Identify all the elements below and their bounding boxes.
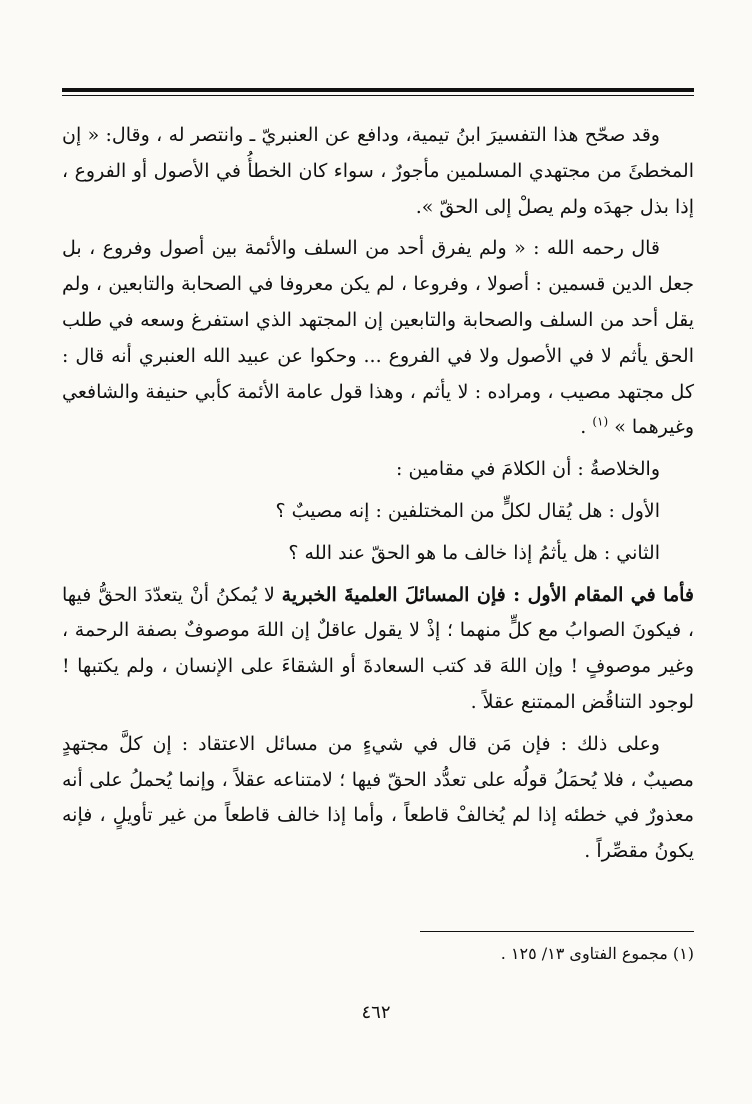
paragraph-6-heading: فأما في المقام الأول : فإن المسائلَ العلميةَ الخبرية [281,583,694,606]
footnote-divider [420,931,694,932]
paragraph-7: وعلى ذلك : فإن مَن قال في شيءٍ من مسائل الاعتقاد : إن كلَّ مجتهدٍ مصيبٌ ، فلا يُحمَلُ قولُه على تعدُّد الحقّ فيها ؛ لامتناعه عقلاً ، وإنما يُحملُ على أنه معذورٌ في خطئه إذا لم يُخالفْ قاطعاً ، وأما إذا خالف قاطعاً من غير تأويلٍ ، فإنه يكونُ مقصِّراً . [62,732,694,863]
main-text [62,118,694,876]
paragraph-6 [62,578,694,721]
paragraph-3: والخلاصةُ : أن الكلامَ في مقامين : [396,458,660,481]
footnote-reference: (١) [592,415,609,430]
page-number: ٤٦٢ [361,1002,391,1023]
paragraph-2-text: قال رحمه الله : « ولم يفرق أحد من السلف والأئمة بين أصول وفروع ، بل جعل الدين قسمين : أصولا ، وفروعا ، لم يكن معروفا في الصحابة والتابعين ، ولم يقل أحد من السلف والصحابة والتابعين إن المجتهد الذي استفرغ وسعه في طلب الحق يأثم لا في الأصول ولا في الفروع ... وحكوا عن عبيد الله العنبري أنه قال : كل مجتهد مصيب ، ومراده : لا يأثم ، وهذا قول عامة الأئمة كأبي حنيفة والشافعي وغيرهما » [62,237,694,439]
paragraph-2-end: . [580,416,593,439]
paragraph-1: وقد صحّح هذا التفسيرَ ابنُ تيمية، ودافع عن العنبريّ ـ وانتصر له ، وقال: « إن المخطئَ من مجتهدي المسلمين مأجورٌ ، سواء كان الخطأُ في الأصول أو الفروع ، إذا بذل جهدَه ولم يصلْ إلى الحقّ ». [62,124,694,218]
footnote: (١) مجموع الفتاوى ١٣/ ١٢٥ . [500,944,694,963]
paragraph-2 [62,231,694,446]
paragraph-4: الأول : هل يُقال لكلٍّ من المختلفين : إنه مصيبٌ ؟ [275,499,660,522]
paragraph-6-text: لا يُمكنُ أنْ يتعدّدَ الحقُّ فيها ، فيكونَ الصوابُ مع كلٍّ منهما ؛ إذْ لا يقول عاقلٌ إن اللهَ موصوفٌ بصفة الرحمة ، وغير موصوفٍ ! وإن اللهَ قد كتب السعادةَ أو الشقاءَ على الإنسان ، ولم يكتبها ! لوجود التناقُض الممتنع عقلاً . [62,583,694,713]
header-rule-thick [62,88,694,92]
header-rule-thin [62,95,694,96]
paragraph-5: الثاني : هل يأثمُ إذا خالف ما هو الحقّ عند الله ؟ [288,541,660,564]
